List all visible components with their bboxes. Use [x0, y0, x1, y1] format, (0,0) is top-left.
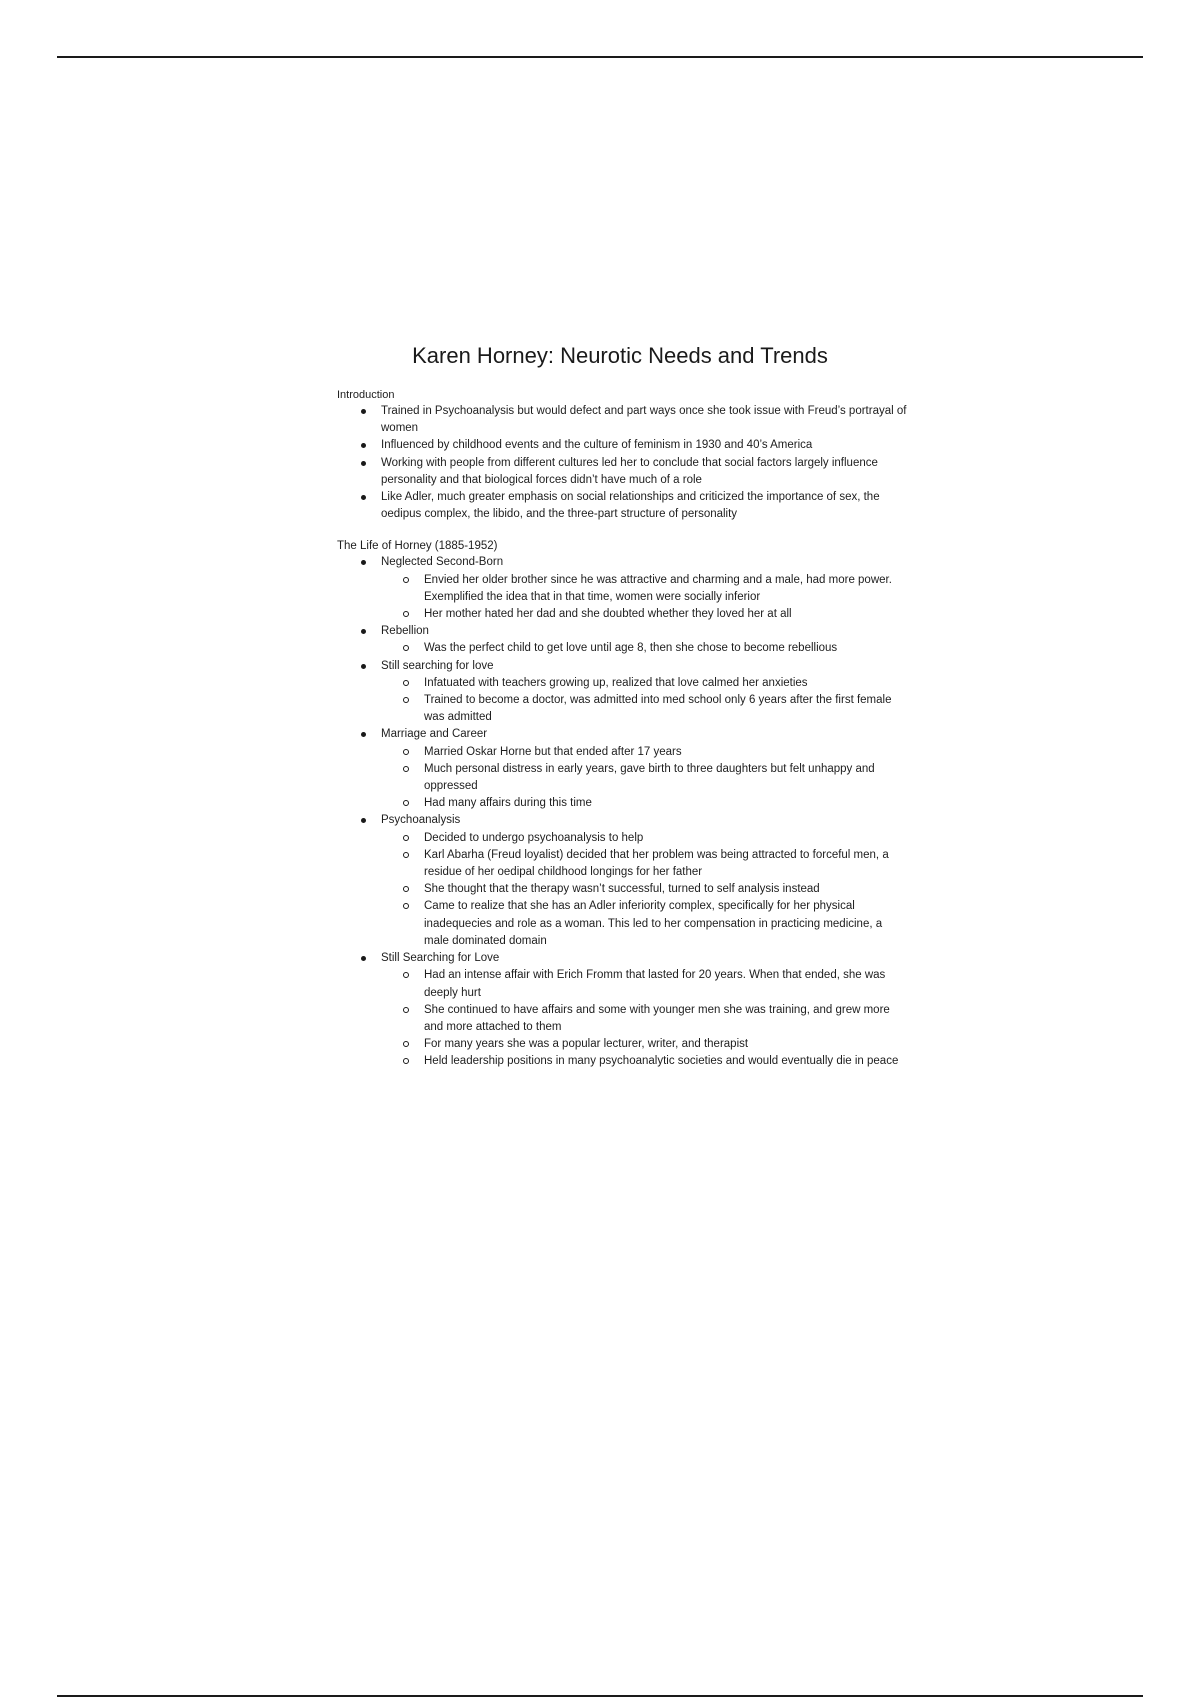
sub-item-text: Married Oskar Horne but that ended after 17 years [424, 745, 682, 758]
sub-item [381, 675, 907, 692]
sub-item-text: Her mother hated her dad and she doubted whether they loved her at all [424, 608, 792, 621]
document-title: Karen Horney: Neurotic Needs and Trends [412, 343, 828, 368]
sub-item-text: She thought that the therapy wasn’t successful, turned to self analysis instead [424, 883, 820, 896]
bullet-icon [361, 409, 366, 414]
sub-item [381, 795, 907, 812]
circle-bullet-icon [403, 1041, 409, 1047]
sub-item [381, 640, 907, 657]
sub-item [381, 830, 907, 847]
topic-label: Marriage and Career [381, 728, 488, 741]
sub-list [381, 830, 907, 950]
sub-item [381, 847, 907, 881]
sub-item-text: Had many affairs during this time [424, 797, 592, 810]
life-heading: The Life of Horney (1885-1952) [337, 540, 498, 553]
sub-item [381, 1002, 907, 1036]
topic-label: Still Searching for Love [381, 952, 500, 965]
topic-item [337, 658, 907, 727]
sub-item [381, 881, 907, 898]
list-item-text: Trained in Psychoanalysis but would defect and part ways once she took issue with Freud’s portrayal of women [381, 405, 907, 435]
sub-item [381, 761, 907, 795]
list-item-text: Influenced by childhood events and the culture of feminism in 1930 and 40’s America [381, 439, 813, 452]
sub-item-text: Much personal distress in early years, gave birth to three daughters but felt unhappy and oppressed [424, 762, 875, 793]
sub-item-text: Held leadership positions in many psychoanalytic societies and would eventually die in peace [424, 1055, 899, 1068]
circle-bullet-icon [403, 645, 409, 651]
circle-bullet-icon [403, 886, 409, 892]
bullet-icon [361, 956, 366, 961]
circle-bullet-icon [403, 749, 409, 755]
circle-bullet-icon [403, 697, 409, 703]
topic-item [337, 554, 907, 623]
sub-item-text: Karl Abarha (Freud loyalist) decided that her problem was being attracted to forceful men, a residue of her oedipal childhood longings for her father [424, 848, 889, 879]
sub-item-text: For many years she was a popular lecturer, writer, and therapist [424, 1038, 749, 1051]
bullet-icon [361, 461, 366, 466]
topic-label: Rebellion [381, 625, 429, 638]
circle-bullet-icon [403, 903, 409, 909]
sub-list [381, 640, 907, 657]
circle-bullet-icon [403, 800, 409, 806]
sub-item-text: Had an intense affair with Erich Fromm that lasted for 20 years. When that ended, she was deeply hurt [424, 969, 886, 999]
sub-item [381, 967, 907, 1001]
introduction-list [337, 403, 907, 523]
bullet-icon [361, 495, 366, 500]
circle-bullet-icon [403, 766, 409, 772]
bullet-icon [361, 818, 366, 823]
bullet-icon [361, 443, 366, 448]
list-item [337, 489, 907, 523]
bullet-icon [361, 629, 366, 634]
circle-bullet-icon [403, 1058, 409, 1064]
top-rule [57, 56, 1143, 58]
sub-list [381, 744, 907, 813]
sub-item [381, 1053, 907, 1070]
circle-bullet-icon [403, 972, 409, 978]
bottom-rule [57, 1695, 1143, 1697]
circle-bullet-icon [403, 680, 409, 686]
sub-item [381, 606, 907, 623]
introduction-heading: Introduction [337, 389, 395, 401]
sub-item-text: Decided to undergo psychoanalysis to help [424, 831, 644, 844]
life-topics-list [337, 554, 907, 1070]
sub-item-text: Envied her older brother since he was attractive and charming and a male, had more power. Exemplified the idea that in that time, women were socially inferior [424, 573, 892, 603]
sub-list [381, 675, 907, 727]
sub-item [381, 1036, 907, 1053]
sub-item-text: Was the perfect child to get love until age 8, then she chose to become rebellious [424, 642, 838, 655]
circle-bullet-icon [403, 1007, 409, 1013]
sub-list [381, 967, 907, 1070]
sub-item [381, 898, 907, 950]
list-item-text: Like Adler, much greater emphasis on social relationships and criticized the importance of sex, the oedipus complex, the libido, and the three-part structure of personality [381, 491, 880, 521]
bullet-icon [361, 664, 366, 669]
sub-item [381, 744, 907, 761]
topic-label: Neglected Second-Born [381, 556, 504, 569]
circle-bullet-icon [403, 611, 409, 617]
list-item-text: Working with people from different cultures led her to conclude that social factors largely influence personality and that biological forces didn’t have much of a role [381, 456, 878, 486]
document-page [337, 343, 907, 1071]
topic-item [337, 812, 907, 950]
topic-label: Still searching for love [381, 659, 494, 672]
bullet-icon [361, 560, 366, 565]
topic-label: Psychoanalysis [381, 814, 461, 827]
list-item [337, 455, 907, 489]
sub-item-text: Came to realize that she has an Adler inferiority complex, specifically for her physical inadequecies and role as a woman. This led to her compensation in practicing medicine, a male dominated domain [424, 900, 883, 947]
list-item [337, 437, 907, 454]
bullet-icon [361, 732, 366, 737]
topic-item [337, 623, 907, 657]
circle-bullet-icon [403, 852, 409, 858]
sub-item-text: Infatuated with teachers growing up, realized that love calmed her anxieties [424, 676, 808, 689]
sub-list [381, 572, 907, 624]
sub-item [381, 692, 907, 726]
topic-item [337, 726, 907, 812]
sub-item-text: She continued to have affairs and some with younger men she was training, and grew more and more attached to them [424, 1003, 890, 1033]
topic-item [337, 950, 907, 1070]
circle-bullet-icon [403, 577, 409, 583]
sub-item-text: Trained to become a doctor, was admitted into med school only 6 years after the first female was admitted [424, 694, 892, 724]
sub-item [381, 572, 907, 606]
circle-bullet-icon [403, 835, 409, 841]
list-item [337, 403, 907, 437]
